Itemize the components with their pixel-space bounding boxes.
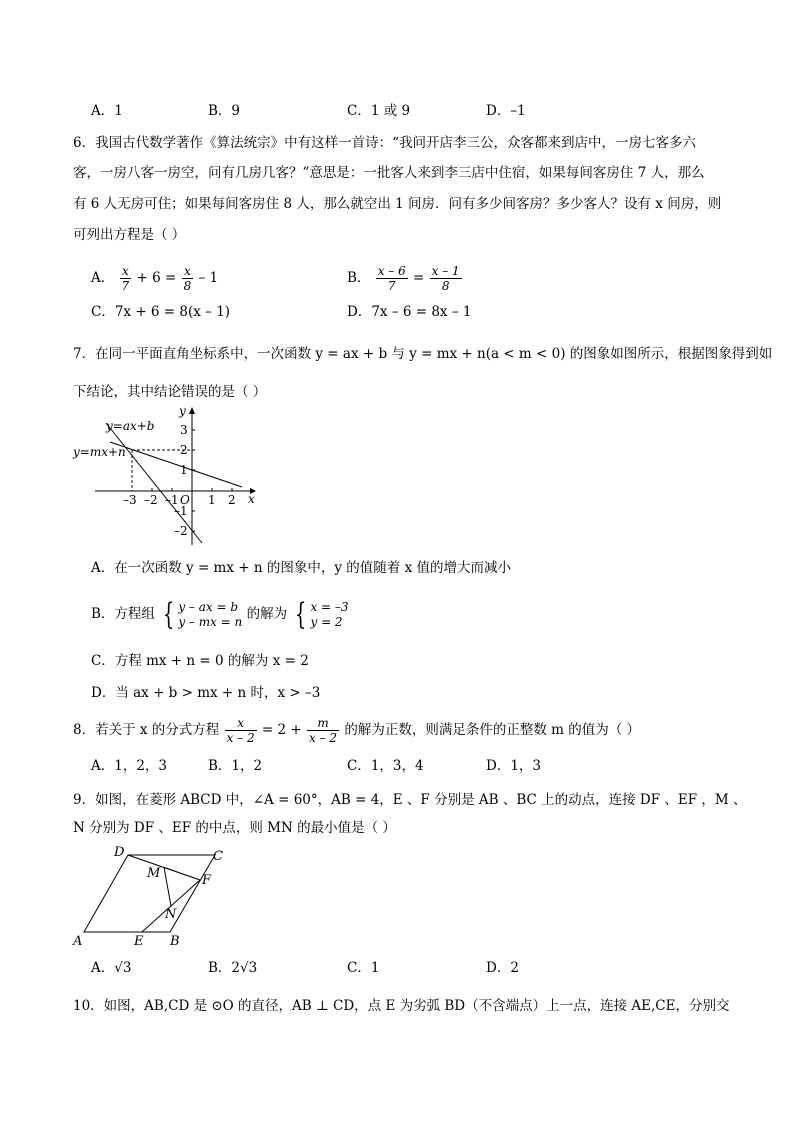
q7-line-2: 下结论，其中结论错误的是（ ） — [73, 384, 267, 400]
q7-option-b-row — [91, 596, 731, 632]
q9-line-2: N 分别为 DF 、EF 的中点，则 MN 的最小值是（ ） — [73, 820, 396, 836]
ytick-label: –2 — [174, 524, 188, 538]
q9-option-b[interactable]: B．2√3 — [208, 960, 258, 976]
segment-mn — [164, 867, 171, 906]
q9-option-a[interactable]: A．√3 — [91, 960, 132, 976]
q6-options-ab — [91, 261, 731, 295]
xtick-label: 1 — [208, 493, 216, 507]
q7-graph — [70, 405, 260, 550]
q6-line-1: 6．我国古代数学著作《算法统宗》中有这样一首诗：“我问开店李三公，众客都来到店中，一房七客多六 — [73, 135, 696, 151]
ytick-label: 2 — [180, 443, 188, 457]
q9-rhombus-figure — [70, 842, 235, 950]
q6-line-4: 可列出方程是（ ） — [73, 227, 186, 243]
xtick-label: –3 — [123, 493, 137, 507]
q8-option-a[interactable]: A．1，2，3 — [91, 758, 168, 774]
q6-option-a-mid: + 6 = — [136, 270, 177, 286]
q8-options — [91, 756, 731, 776]
q7-option-b[interactable] — [91, 596, 349, 633]
q5-option-d[interactable]: D．–1 — [486, 103, 526, 119]
q5-option-c[interactable]: C．1 或 9 — [347, 103, 411, 119]
point-label-b: B — [170, 934, 180, 949]
fraction: $\frac{x - 1}{8}$ — [431, 264, 460, 293]
point-label-e: E — [134, 934, 144, 949]
fraction: $\frac{x}{8}$ — [183, 264, 192, 293]
q7-option-c[interactable]: C．方程 mx + n = 0 的解为 x = 2 — [91, 653, 309, 669]
q6-option-b-label: B． — [347, 270, 371, 286]
fraction: $\frac{m}{x - 2}$ — [309, 716, 338, 745]
solution-brace: { x = –3 y = 2 — [295, 597, 349, 632]
q6-option-c[interactable]: C．7x + 6 = 8(x – 1) — [91, 304, 231, 320]
point-label-c: C — [213, 849, 223, 864]
q5-option-b[interactable]: B．9 — [208, 103, 241, 119]
xtick-label: –1 — [165, 493, 179, 507]
segment-mf — [164, 867, 200, 880]
fraction: $\frac{x - 6}{7}$ — [377, 264, 406, 293]
point-label-a: A — [73, 934, 83, 949]
q6-option-b-mid: = — [413, 270, 425, 286]
axis-label-x: x — [248, 492, 255, 506]
xtick-label: 2 — [228, 493, 236, 507]
q10-line-1: 10．如图，AB,CD 是 ⊙O 的直径，AB ⊥ CD，点 E 为劣弧 BD（不含端点）上一点，连接 AE,CE，分别交 — [73, 998, 730, 1014]
q7-option-a[interactable]: A．在一次函数 y = mx + n 的图象中，y 的值随着 x 值的增大而减小 — [91, 560, 511, 576]
origin-label: O — [180, 493, 190, 507]
q6-option-b[interactable] — [347, 261, 463, 295]
point-label-d: D — [114, 845, 125, 860]
q8-stem: 8．若关于 x 的分式方程 $\frac{x}{x - 2}$ = 2 + $\frac{m}{x - 2}$ 的解为正数，则满足条件的正整数 m 的值为（ ） — [73, 716, 641, 745]
q9-option-d[interactable]: D．2 — [486, 960, 519, 976]
ytick-label: 3 — [180, 423, 188, 437]
q7-option-d-row — [91, 683, 731, 703]
line-mx-n — [110, 442, 242, 487]
point-label-f: F — [202, 873, 212, 888]
q9-options — [91, 958, 731, 978]
q7-option-a-row — [91, 558, 731, 578]
xtick-label: –2 — [144, 493, 158, 507]
q8-option-b[interactable]: B．1，2 — [208, 758, 263, 774]
q7-option-b-label: B．方程组 — [91, 606, 155, 622]
q9-option-c[interactable]: C．1 — [347, 960, 380, 976]
q6-options-cd — [91, 302, 731, 322]
q7-line-1: 7．在同一平面直角坐标系中，一次函数 y = ax + b 与 y = mx + n(a < m < 0) 的图象如图所示，根据图象得到如 — [73, 346, 773, 362]
ytick-label: 1 — [180, 463, 188, 477]
q6-line-3: 有 6 人无房可住；如果每间客房住 8 人，那么就空出 1 间房．问有多少间客房？多少客人？设有 x 间房，则 — [73, 196, 722, 212]
q6-option-d[interactable]: D．7x – 6 = 8x – 1 — [347, 304, 472, 320]
ytick-label: –1 — [174, 504, 188, 518]
q5-option-a[interactable]: A．1 — [91, 103, 123, 119]
label-ax-b: y=ax+b — [106, 419, 155, 433]
q5-options — [91, 101, 731, 121]
point-label-m: M — [147, 866, 161, 881]
fraction: $\frac{x}{x - 2}$ — [226, 716, 255, 745]
y-axis-arrow — [189, 407, 195, 414]
q8-option-c[interactable]: C．1，3，4 — [347, 758, 424, 774]
q6-option-a[interactable] — [91, 261, 218, 295]
q9-line-1: 9．如图，在菱形 ABCD 中，∠A = 60°，AB = 4，E 、F 分别是 AB 、BC 上的动点，连接 DF 、EF ，M 、 — [73, 792, 747, 808]
q6-option-a-label: A． — [91, 270, 115, 286]
fraction: $\frac{x}{7}$ — [121, 264, 130, 293]
system-brace: { y – ax = b y – mx = n — [163, 597, 243, 632]
label-mx-n: y=mx+n — [73, 445, 126, 459]
q7-option-b-mid: 的解为 — [246, 606, 288, 622]
q7-option-c-row — [91, 651, 731, 671]
q6-option-a-end: – 1 — [198, 270, 219, 286]
point-label-n: N — [165, 907, 177, 922]
q6-line-2: 客，一房八客一房空，问有几房几客？”意思是：一批客人来到李三店中住宿，如果每间客房住 7 人，那么 — [73, 165, 705, 181]
q8-option-d[interactable]: D．1，3 — [486, 758, 542, 774]
axis-label-y: y — [179, 405, 186, 418]
q7-option-d[interactable]: D．当 ax + b > mx + n 时，x > –3 — [91, 685, 321, 701]
